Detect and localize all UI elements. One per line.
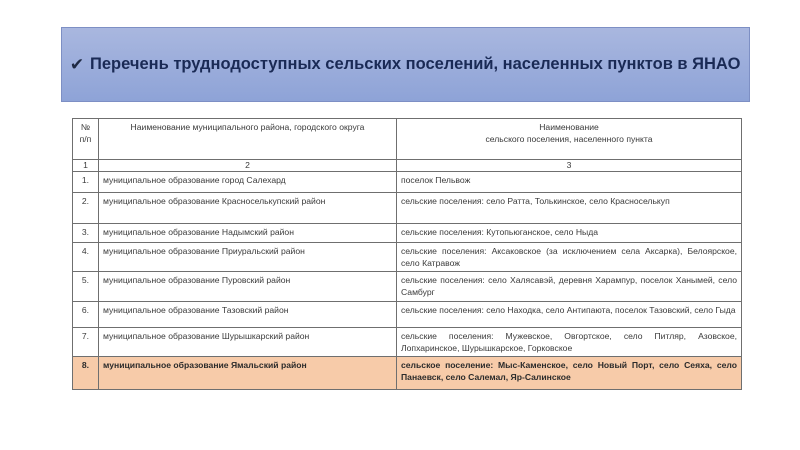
- column-index: 1: [73, 160, 99, 172]
- row-settlements: поселок Пельвож: [397, 172, 742, 193]
- row-district: муниципальное образование Красноселькупский район: [99, 193, 397, 224]
- row-district: муниципальное образование Пуровский район: [99, 272, 397, 302]
- table-row: [73, 224, 742, 243]
- header-district: Наименование муниципального района, городского округа: [99, 119, 397, 160]
- column-index-row: [73, 160, 742, 172]
- checkmark-icon: ✔: [69, 54, 85, 74]
- slide-title-banner: [61, 27, 750, 102]
- row-settlements: сельские поселения: Аксаковское (за исключением села Аксарка), Белоярское, село Катравож: [397, 243, 742, 272]
- header-settlement: [397, 119, 742, 160]
- table-row: [73, 193, 742, 224]
- table-row: [73, 302, 742, 328]
- table-row: [73, 328, 742, 357]
- table-header-row: [73, 119, 742, 160]
- header-num: № п/п: [73, 119, 99, 160]
- column-index: 3: [397, 160, 742, 172]
- row-settlements: сельское поселение: Мыс-Каменское, село Новый Порт, село Сеяха, село Панаевск, село Салемал, Яр-Салинское: [397, 357, 742, 390]
- row-num: 2.: [73, 193, 99, 224]
- row-num: 5.: [73, 272, 99, 302]
- table-row-highlighted: [73, 357, 742, 390]
- table-row: [73, 172, 742, 193]
- row-district: муниципальное образование Ямальский район: [99, 357, 397, 390]
- settlements-table: [72, 118, 742, 390]
- table-row: [73, 243, 742, 272]
- row-settlements: сельские поселения: село Ратта, Толькинское, село Красноселькуп: [397, 193, 742, 224]
- row-district: муниципальное образование Приуральский район: [99, 243, 397, 272]
- row-num: 4.: [73, 243, 99, 272]
- slide-title: Перечень труднодоступных сельских поселений, населенных пунктов в ЯНАО: [90, 55, 741, 73]
- row-settlements: сельские поселения: Мужевское, Овгортское, село Питляр, Азовское, Лопхаринское, Шурышкарское, Горковское: [397, 328, 742, 357]
- row-district: муниципальное образование Шурышкарский район: [99, 328, 397, 357]
- header-settlement-line1: Наименование: [539, 122, 599, 132]
- row-num: 8.: [73, 357, 99, 390]
- row-settlements: сельские поселения: Кутопьюганское, село Ныда: [397, 224, 742, 243]
- row-num: 3.: [73, 224, 99, 243]
- row-district: муниципальное образование Надымский район: [99, 224, 397, 243]
- row-num: 7.: [73, 328, 99, 357]
- row-num: 6.: [73, 302, 99, 328]
- header-settlement-line2: сельского поселения, населенного пункта: [485, 134, 653, 144]
- row-num: 1.: [73, 172, 99, 193]
- row-district: муниципальное образование город Салехард: [99, 172, 397, 193]
- row-settlements: сельские поселения: село Находка, село Антипаюта, поселок Тазовский, село Гыда: [397, 302, 742, 328]
- column-index: 2: [99, 160, 397, 172]
- table-row: [73, 272, 742, 302]
- row-district: муниципальное образование Тазовский район: [99, 302, 397, 328]
- row-settlements: сельские поселения: село Халясавэй, деревня Харампур, поселок Ханымей, село Самбург: [397, 272, 742, 302]
